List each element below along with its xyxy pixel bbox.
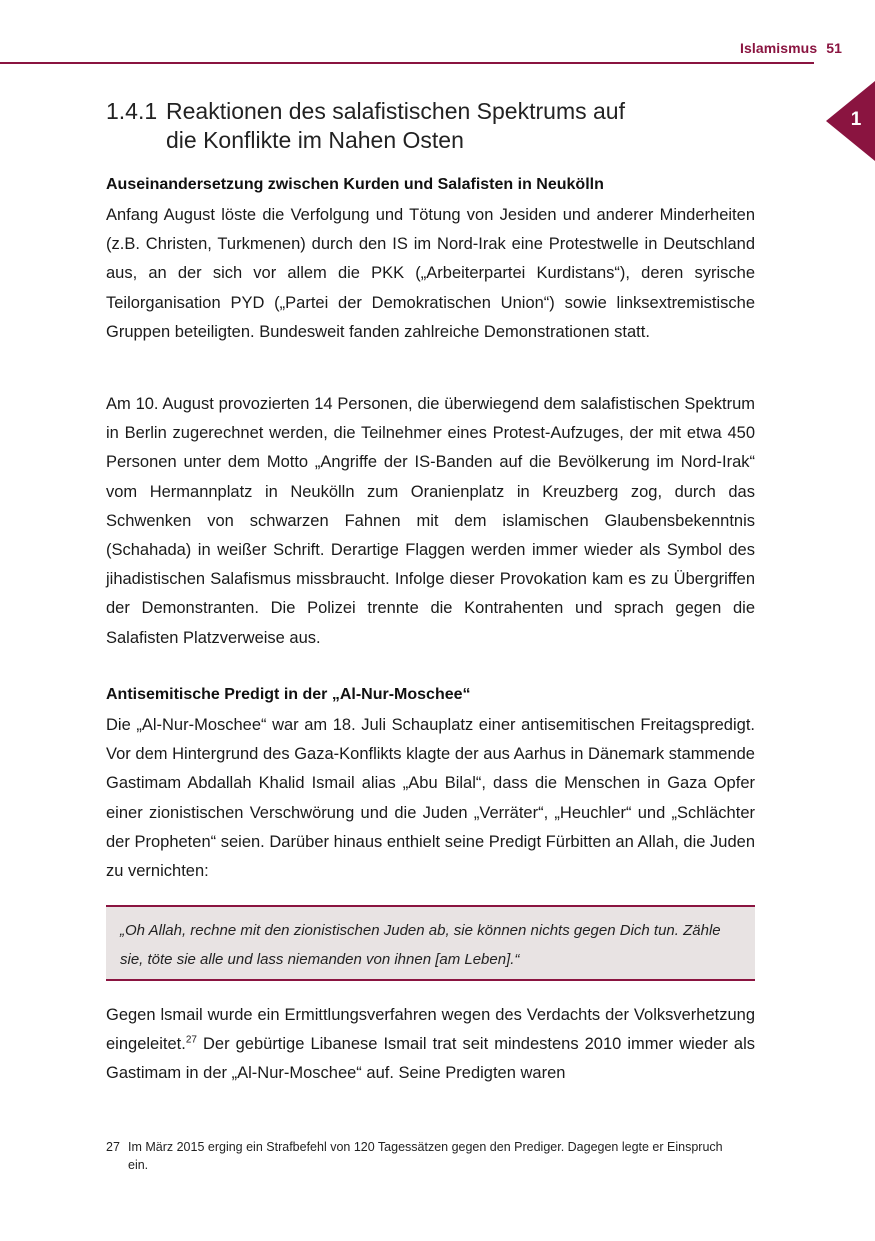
- footnote-number: 27: [106, 1140, 120, 1154]
- paragraph-ermittlungsverfahren: [106, 1001, 755, 1089]
- paragraph-ermittlungsverfahren-part1: Gegen lsmail wurde ein Ermittlungsverfahren wegen des Verdachts der Volksverhetzung eingeleitet.: [106, 1006, 755, 1054]
- paragraph-provokation: Am 10. August provozierten 14 Personen, die überwiegend dem salafistischen Spektrum in Berlin zugerechnet werden, die Teilnehmer eines Protest-Aufzuges, der mit etwa 450 Personen unter dem Motto „Angriffe der IS-Banden auf die Bevölkerung im Nord-Irak“ vom Hermannplatz in Neukölln zum Oranienplatz in Kreuzberg zog, durch das Schwenken von schwarzen Fahnen mit dem islamischen Glaubensbekenntnis (Schahada) in weißer Schrift. Derartige Flaggen werden immer wieder als Symbol des jihadistischen Salafismus missbraucht. Infolge dieser Provokation kam es zu Übergriffen der Demonstranten. Die Polizei trennte die Kontrahenten und sprach gegen die Salafisten Platzverweise aus.: [106, 395, 755, 647]
- footnote: [106, 1138, 746, 1174]
- section-title-line1: Reaktionen des salafistischen Spektrums auf: [166, 98, 625, 124]
- subheading-al-nur-moschee: Antisemitische Predigt in der „Al-Nur-Moschee“: [106, 686, 471, 703]
- paragraph-predigt: Die „Al-Nur-Moschee“ war am 18. Juli Schauplatz einer antisemitischen Freitagspredigt. Vor dem Hintergrund des Gaza-Konflikts klagte der aus Aarhus in Dänemark stammende Gastimam Abdallah Khalid Ismail alias „Abu Bilal“, dass die Menschen in Gaza Opfer einer zionistischen Verschwörung und die Juden „Verräter“, „Heuchler“ und „Schlächter der Propheten“ seien. Darüber hinaus enthielt seine Predigt Fürbitten an Allah, die Juden zu vernichten:: [106, 716, 755, 881]
- chapter-number: 1: [850, 109, 862, 130]
- subheading-kurden-salafisten: Auseinandersetzung zwischen Kurden und Salafisten in Neukölln: [106, 176, 604, 193]
- running-head: [740, 40, 842, 56]
- section-title-line2: die Konflikte im Nahen Osten: [166, 127, 464, 153]
- running-head-title: Islamismus: [739, 40, 818, 56]
- paragraph-protestwelle: Anfang August löste die Verfolgung und Tötung von Jesiden und anderer Minderheiten (z.B. Christen, Turkmenen) durch den IS im Nord-Irak eine Protestwelle in Deutschland aus, an der sich vor allem die PKK („Arbeiterpartei Kurdistans“), deren syrische Teilorganisation PYD („Partei der Demokratischen Union“) sowie linksextremistische Gruppen beteiligten. Bundesweit fanden zahlreiche Demonstrationen statt.: [106, 206, 755, 341]
- header-rule: [0, 62, 814, 64]
- page-number: 51: [826, 40, 842, 56]
- section-number: 1.4.1: [106, 98, 158, 124]
- quote-box: [106, 905, 755, 981]
- footnote-text: Im März 2015 erging ein Strafbefehl von 120 Tagessätzen gegen den Prediger. Dagegen legte er Einspruch ein.: [128, 1140, 723, 1172]
- section-heading: [106, 97, 625, 155]
- paragraph-ermittlungsverfahren-part2: Der gebürtige Libanese Ismail trat seit mindestens 2010 immer wieder als Gastimam in der „Al-Nur-Moschee“ auf. Seine Predigten waren: [106, 1035, 755, 1083]
- footnote-reference[interactable]: 27: [185, 1034, 197, 1046]
- quote-text: „Oh Allah, rechne mit den zionistischen Juden ab, sie können nichts gegen Dich tun. Zähle sie, töte sie alle und lass niemanden von ihnen [am Leben].“: [120, 922, 721, 968]
